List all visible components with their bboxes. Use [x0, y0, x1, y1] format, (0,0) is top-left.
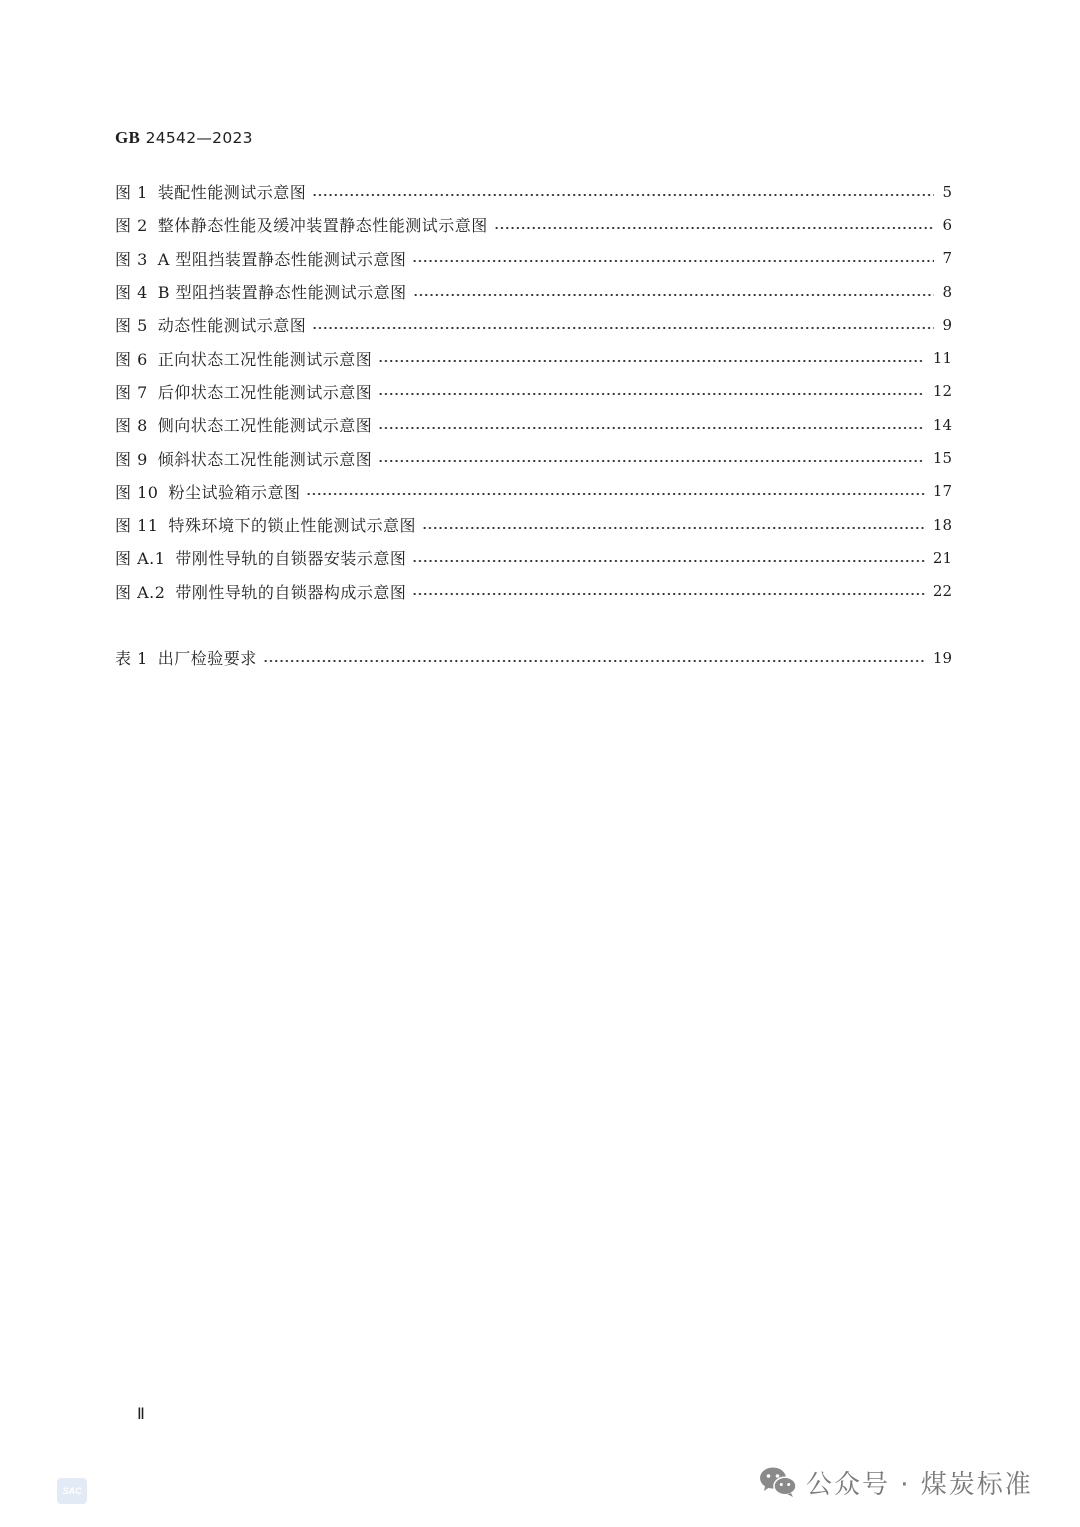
toc-entry[interactable] — [115, 175, 952, 208]
dot-leader — [378, 459, 925, 463]
dot-leader — [413, 293, 934, 297]
toc-entry[interactable] — [115, 441, 952, 474]
toc-page: 22 — [932, 582, 952, 601]
dot-leader — [378, 359, 925, 363]
toc-label: 图 7 — [115, 382, 148, 402]
toc-label: 图 5 — [115, 316, 148, 336]
toc-title: 动态性能测试示意图 — [157, 316, 307, 336]
toc-title: 粉尘试验箱示意图 — [168, 482, 301, 502]
toc-page: 19 — [932, 648, 952, 667]
dot-leader — [412, 559, 924, 563]
toc-page: 18 — [932, 515, 952, 534]
toc-label: 图 A.1 — [115, 549, 166, 569]
toc-title: 整体静态性能及缓冲装置静态性能测试示意图 — [157, 216, 488, 236]
dot-leader — [306, 492, 924, 496]
toc-entry[interactable] — [115, 541, 952, 574]
wechat-watermark — [758, 1462, 1033, 1502]
toc-title: B 型阻挡装置静态性能测试示意图 — [157, 283, 407, 303]
toc-title: 侧向状态工况性能测试示意图 — [157, 416, 373, 436]
toc-page: 7 — [942, 249, 952, 268]
toc-title: A 型阻挡装置静态性能测试示意图 — [157, 249, 407, 269]
document-code — [115, 128, 253, 148]
toc-page: 8 — [942, 282, 952, 301]
toc-entry[interactable] — [115, 408, 952, 441]
toc-label: 图 9 — [115, 449, 148, 469]
dot-leader — [422, 526, 925, 530]
toc-label: 表 1 — [115, 649, 148, 669]
toc-title: 倾斜状态工况性能测试示意图 — [157, 449, 373, 469]
toc-title: 装配性能测试示意图 — [157, 183, 307, 203]
toc-page: 12 — [932, 382, 952, 401]
dot-leader — [312, 193, 934, 197]
toc-entry[interactable] — [115, 641, 952, 674]
figure-list — [115, 175, 952, 608]
toc-page: 17 — [932, 482, 952, 501]
toc-entry[interactable] — [115, 375, 952, 408]
dot-leader — [378, 392, 925, 396]
page-number: Ⅱ — [137, 1406, 145, 1423]
dot-leader — [412, 259, 934, 263]
toc-title: 出厂检验要求 — [157, 649, 257, 669]
toc-entry[interactable] — [115, 275, 952, 308]
table-list — [115, 641, 952, 674]
toc-label: 图 8 — [115, 416, 148, 436]
toc-title: 正向状态工况性能测试示意图 — [157, 349, 373, 369]
toc-page: 9 — [942, 315, 952, 334]
toc-entry[interactable] — [115, 575, 952, 608]
toc-page: 11 — [932, 349, 952, 368]
dot-leader — [412, 592, 924, 596]
toc-page: 14 — [932, 415, 952, 434]
toc-entry[interactable] — [115, 308, 952, 341]
toc-page: 6 — [942, 215, 952, 234]
toc-title: 带刚性导轨的自锁器安装示意图 — [175, 549, 407, 569]
toc-entry[interactable] — [115, 475, 952, 508]
dot-leader — [494, 226, 934, 230]
toc-page: 21 — [932, 548, 952, 567]
toc-title: 带刚性导轨的自锁器构成示意图 — [175, 582, 407, 602]
toc-entry[interactable] — [115, 508, 952, 541]
dot-leader — [378, 426, 925, 430]
toc-label: 图 1 — [115, 183, 148, 203]
toc-label: 图 A.2 — [115, 582, 166, 602]
toc-label: 图 3 — [115, 249, 148, 269]
wechat-icon — [758, 1465, 798, 1499]
toc-entry[interactable] — [115, 341, 952, 374]
toc-label: 图 6 — [115, 349, 148, 369]
watermark-text: 公众号 · 煤炭标准 — [806, 1469, 1033, 1500]
sac-logo-icon: SAC — [57, 1478, 87, 1504]
toc-entry[interactable] — [115, 208, 952, 241]
toc-label: 图 4 — [115, 283, 148, 303]
doc-prefix: GB — [115, 128, 141, 147]
toc-title: 后仰状态工况性能测试示意图 — [157, 382, 373, 402]
dot-leader — [312, 326, 934, 330]
toc-title: 特殊环境下的锁止性能测试示意图 — [168, 516, 416, 536]
toc-label: 图 2 — [115, 216, 148, 236]
dot-leader — [263, 659, 925, 663]
toc-label: 图 10 — [115, 482, 159, 502]
toc-entry[interactable] — [115, 242, 952, 275]
toc-page: 5 — [942, 182, 952, 201]
toc-page: 15 — [932, 449, 952, 468]
doc-number: 24542—2023 — [145, 129, 253, 147]
toc-label: 图 11 — [115, 516, 159, 536]
